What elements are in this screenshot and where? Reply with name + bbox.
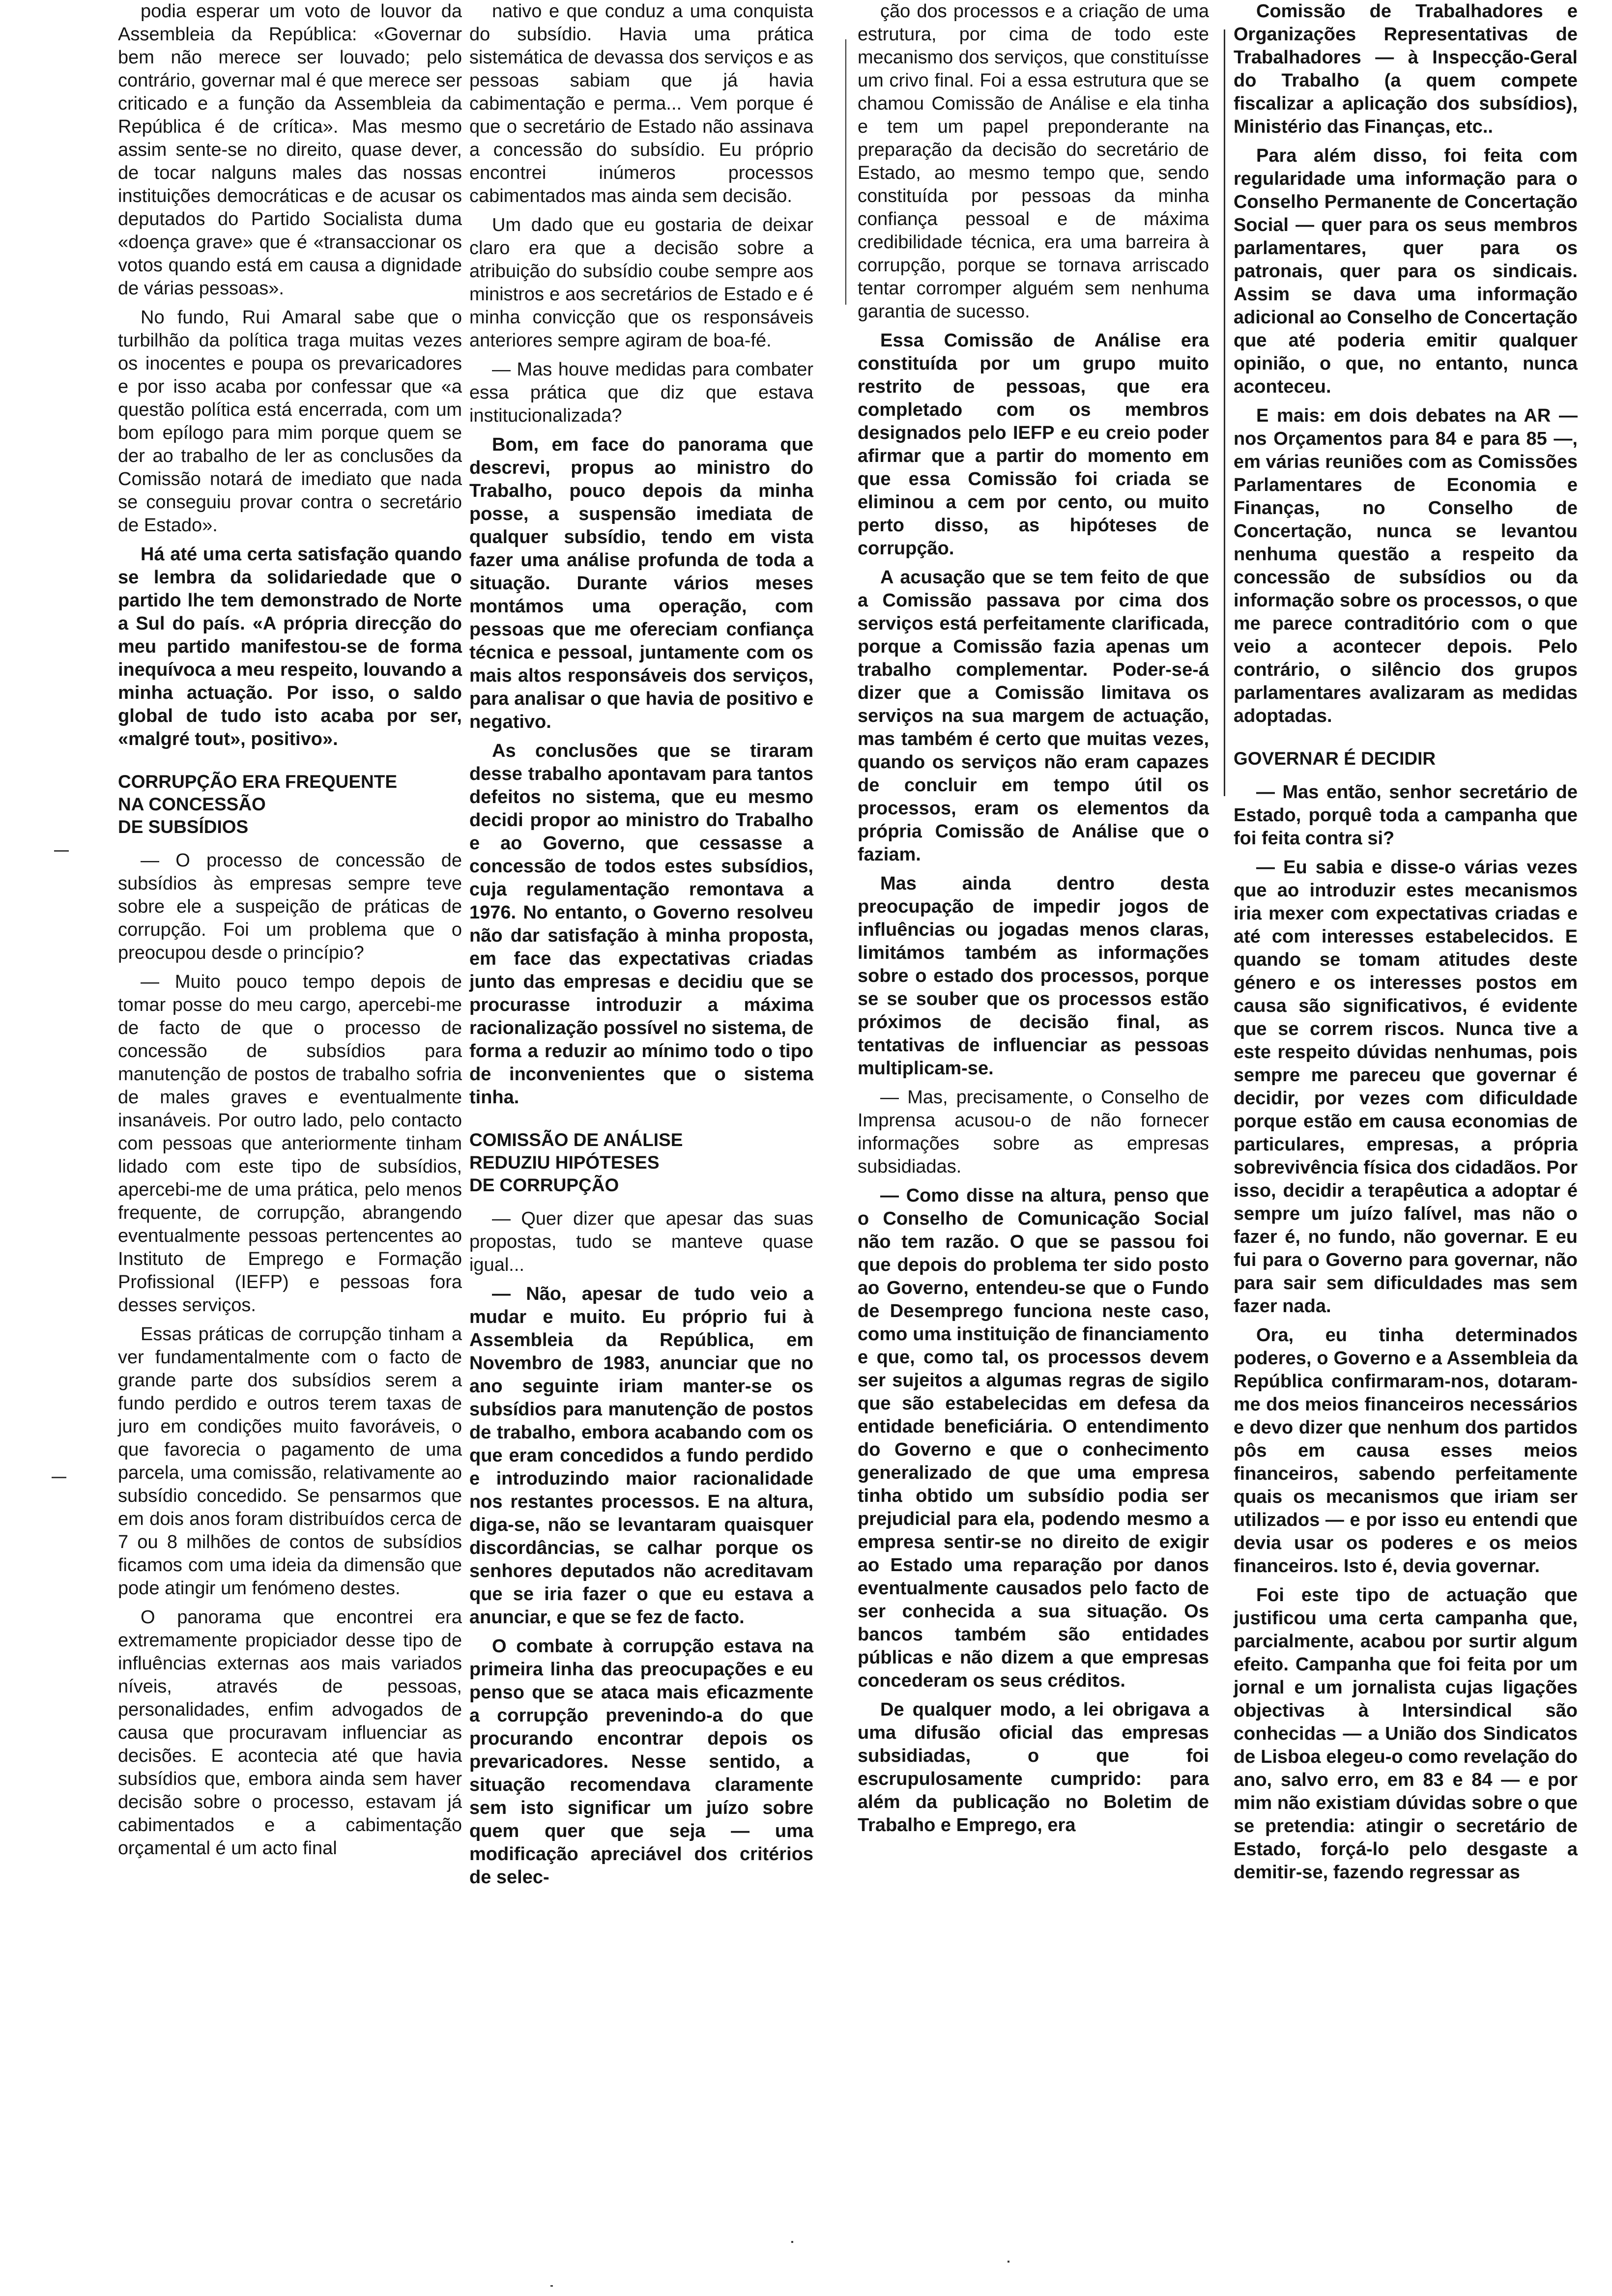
print-speck	[54, 850, 69, 852]
section-heading	[1234, 747, 1578, 770]
article-paragraph: ção dos processos e a criação de uma estrutura, por cima de todo este mecanismo dos serviços, que constituísse um crivo final. Foi a essa estrutura que se chamou Comissão de Análise e ela tinha e tem um papel preponderante na preparação da decisão do secretário de Estado, ao mesmo tempo que, sendo constituída por pessoas da minha confiança pessoal e de máxima credibilidade técnica, era uma barreira à corrupção, porque se tornava arriscado tentar corromper alguém sem nenhuma garantia de sucesso.	[858, 1, 1209, 322]
section-heading-line: NA CONCESSÃO	[118, 794, 266, 814]
print-speck	[52, 1477, 66, 1478]
article-paragraph: As conclusões que se tiraram desse trabalho apontavam para tantos defeitos no sistema, que eu mesmo decidi propor ao ministro do Trabalho e ao Governo, que cessasse a concessão de todos estes subsídios, cuja regulamentação remontava a 1976. No entanto, o Governo resolveu não dar satisfação à minha proposta, em face das expectativas criadas junto das empresas e decidiu que se procurasse introduzir a máxima racionalização possível no sistema, de forma a reduzir ao mínimo todo o tipo de inconvenientes que o sistema tinha.	[469, 741, 813, 1108]
article-paragraph: Mas ainda dentro desta preocupação de impedir jogos de influências ou jogadas menos claras, limitámos também as informações sobre o estado dos processos, porque se se souber que os processos estão próximos de decisão final, as tentativas de influenciar as pessoas multiplicam-se.	[858, 873, 1209, 1079]
article-paragraph: Há até uma certa satisfação quando se lembra da solidariedade que o partido lhe tem demonstrado de Norte a Sul do país. «A própria direcção do meu partido manifestou-se de forma inequívoca a meu respeito, louvando a minha actuação. Por isso, o saldo global de tudo isto acaba por ser, «malgré tout», positivo».	[118, 544, 462, 749]
section-heading-line: DE SUBSÍDIOS	[118, 817, 249, 837]
section-heading-line: GOVERNAR É DECIDIR	[1234, 748, 1436, 769]
article-paragraph: De qualquer modo, a lei obrigava a uma difusão oficial das empresas subsidiadas, o que foi escrupulosamente cumprido: para além da publicação no Boletim de Trabalho e Emprego, era	[858, 1699, 1209, 1836]
article-paragraph: Essas práticas de corrupção tinham a ver fundamentalmente com o facto de grande parte dos subsídios serem a fundo perdido e outros terem taxas de juro em condições muito favoráveis, o que favorecia o pagamento de uma parcela, uma comissão, relativamente ao subsídio concedido. Se pensarmos que em dois anos foram distribuídos cerca de 7 ou 8 milhões de contos de subsídios ficamos com uma ideia da dimensão que pode atingir um fenómeno destes.	[118, 1324, 462, 1599]
article-paragraph: — Muito pouco tempo depois de tomar posse do meu cargo, apercebi-me de facto de que o processo de concessão de subsídios para manutenção de postos de trabalho sofria de males graves e eventualmente insanáveis. Por outro lado, pelo contacto com pessoas que anteriormente tinham lidado com este tipo de subsídios, apercebi-me de uma prática, pelo menos frequente, de corrupção, abrangendo eventualmente pessoas pertencentes ao Instituto de Emprego e Formação Profissional (IEFP) e pessoas fora desses serviços.	[118, 972, 462, 1316]
article-paragraph: — Mas, precisamente, o Conselho de Imprensa acusou-o de não fornecer informações sobre as empresas subsidiadas.	[858, 1087, 1209, 1177]
print-speck	[550, 2285, 553, 2287]
article-column-4	[1234, 0, 1578, 1884]
section-heading-line: DE CORRUPÇÃO	[469, 1175, 619, 1195]
article-paragraph: — Eu sabia e disse-o várias vezes que ao introduzir estes mecanismos iria mexer com expectativas criadas e até com interesses estabelecidos. E quando se tomam atitudes deste género e os interesses postos em causa são significativos, é evidente que se correm riscos. Nunca tive a este respeito dúvidas nenhumas, pois sempre me pareceu que governar é decidir, por vezes com dificuldade porque estão em causa economias de particulares, empresas, a própria sobrevivência física dos cidadãos. Por isso, decidir a terapêutica a adoptar é sempre um juízo falível, mas não o fazer é, no fundo, não governar. E eu fui para o Governo para governar, não para sair sem dificuldades mas sem fazer nada.	[1234, 857, 1578, 1317]
article-column-1	[118, 0, 462, 1860]
column-divider	[845, 39, 846, 305]
article-column-3	[858, 0, 1209, 1837]
article-paragraph: nativo e que conduz a uma conquista do subsídio. Havia uma prática sistemática de devassa dos serviços e as pessoas sabiam que já havia cabimentação e perma... Vem porque é que o secretário de Estado não assinava a concessão do subsídio. Eu próprio encontrei inúmeros processos cabimentados mas ainda sem decisão.	[469, 1, 813, 206]
article-paragraph: Ora, eu tinha determinados poderes, o Governo e a Assembleia da República confirmaram-nos, dotaram-me dos meios financeiros necessários e devo dizer que nenhum dos partidos pôs em causa esses meios financeiros, sabendo perfeitamente quais os mecanismos que iriam ser utilizados — e por isso eu entendi que devia usar os poderes e os meios financeiros. Isto é, devia governar.	[1234, 1325, 1578, 1577]
article-paragraph: Um dado que eu gostaria de deixar claro era que a decisão sobre a atribuição do subsídio coube sempre aos ministros e aos secretários de Estado e é minha convicção que os responsáveis anteriores sempre agiram de boa-fé.	[469, 215, 813, 351]
article-paragraph: — Quer dizer que apesar das suas propostas, tudo se manteve quase igual...	[469, 1208, 813, 1275]
column-divider	[1224, 29, 1225, 796]
article-paragraph: Bom, em face do panorama que descrevi, propus ao ministro do Trabalho, pouco depois da minha posse, a suspensão imediata de qualquer subsídio, tendo em vista fazer uma análise profunda de toda a situação. Durante vários meses montámos uma operação, com pessoas que me ofereciam confiança técnica e pessoal, juntamente com os mais altos responsáveis dos serviços, para analisar o que havia de positivo e negativo.	[469, 434, 813, 732]
article-paragraph: Essa Comissão de Análise era constituída por um grupo muito restrito de pessoas, que era completado com os membros designados pelo IEFP e eu creio poder afirmar que a partir do momento em que essa Comissão foi criada se eliminou a cem por cento, ou muito perto disso, as hipóteses de corrupção.	[858, 330, 1209, 559]
print-speck	[791, 2241, 793, 2243]
article-paragraph: Comissão de Trabalhadores e Organizações Representativas de Trabalhadores — à Inspecção-Geral do Trabalho (a quem compete fiscalizar a aplicação dos subsídios), Ministério das Finanças, etc..	[1234, 1, 1578, 137]
article-paragraph: O panorama que encontrei era extremamente propiciador desse tipo de influências externas aos mais variados níveis, através de pessoas, personalidades, enfim advogados de causa que procuravam influenciar as decisões. E acontecia até que havia subsídios que, embora ainda sem haver decisão sobre o processo, estavam já cabimentados e a cabimentação orçamental é um acto final	[118, 1607, 462, 1859]
article-paragraph: — Como disse na altura, penso que o Conselho de Comunicação Social não tem razão. O que se passou foi que depois do problema ter sido posto ao Governo, entendeu-se que o Fundo de Desemprego funciona neste caso, como uma instituição de financiamento e que, como tal, os processos devem ser sujeitos a algumas regras de sigilo que são estabelecidas em defesa da entidade beneficiária. O entendimento do Governo e que o conhecimento generalizado de que uma empresa tinha obtido um subsídio podia ser prejudicial para ela, podendo mesmo a empresa sentir-se no direito de exigir ao Estado uma reparação por danos eventualmente causados pelo facto de ser conhecida a sua situação. Os bancos também são entidades públicas e não dizem a que empresas concederam os seus créditos.	[858, 1185, 1209, 1691]
article-paragraph: Foi este tipo de actuação que justificou uma certa campanha que, parcialmente, acabou por surtir algum efeito. Campanha que foi feita por um jornal e um jornalista cujas ligações objectivas à Intersindical são conhecidas — a União dos Sindicatos de Lisboa elegeu-o como revelação do ano, salvo erro, em 83 e 84 — e por mim não existiam dúvidas sobre o que se pretendia: atingir o secretário de Estado, forçá-lo pelo desgaste a demitir-se, fazendo regressar as	[1234, 1585, 1578, 1883]
article-paragraph: E mais: em dois debates na AR — nos Orçamentos para 84 e para 85 —, em várias reuniões com as Comissões Parlamentares de Economia e Finanças, no Conselho de Concertação, nunca se levantou nenhuma questão a respeito da concessão de subsídios ou da informação sobre os processos, o que me parece contraditório com o que veio a acontecer depois. Pelo contrário, o silêncio dos grupos parlamentares avalizaram as medidas adoptadas.	[1234, 405, 1578, 726]
article-column-2	[469, 0, 813, 1889]
article-paragraph: podia esperar um voto de louvor da Assembleia da República: «Governar bem não merece ser louvado; pelo contrário, governar mal é que merece ser criticado e a função da Assembleia da República é de crítica». Mas mesmo assim sente-se no direito, quase dever, de tocar nalguns males das nossas instituições democráticas e de acusar os deputados do Partido Socialista duma «doença grave» que é «transaccionar os votos quando está em causa a dignidade de várias pessoas».	[118, 1, 462, 299]
article-paragraph: O combate à corrupção estava na primeira linha das preocupações e eu penso que se ataca mais eficazmente a corrupção prevenindo-a do que procurando encontrar depois os prevaricadores. Nesse sentido, a situação recomendava claramente sem isto significar um juízo sobre quem quer que seja — uma modificação apreciável dos critérios de selec-	[469, 1636, 813, 1888]
section-heading	[469, 1129, 813, 1197]
article-paragraph: A acusação que se tem feito de que a Comissão passava por cima dos serviços está perfeitamente clarificada, porque a Comissão fazia apenas um trabalho complementar. Poder-se-á dizer que a Comissão limitava os serviços na sua margem de actuação, mas também é certo que muitas vezes, quando os serviços não eram capazes de concluir em tempo útil os processos, eram os elementos da própria Comissão de Análise que o faziam.	[858, 567, 1209, 865]
section-heading	[118, 771, 462, 838]
section-heading-line: CORRUPÇÃO ERA FREQUENTE	[118, 772, 398, 792]
section-heading-line: REDUZIU HIPÓTESES	[469, 1152, 660, 1173]
article-paragraph: — Não, apesar de tudo veio a mudar e muito. Eu próprio fui à Assembleia da República, em Novembro de 1983, anunciar que no ano seguinte iriam manter-se os subsídios para manutenção de postos de trabalho, embora acabando com os que eram concedidos a fundo perdido e introduzindo maior racionalidade nos restantes processos. E na altura, diga-se, não se levantaram quaisquer discordâncias, se calhar porque os senhores deputados não acreditavam que se iria fazer o que eu estava a anunciar, e que se fez de facto.	[469, 1284, 813, 1628]
article-paragraph: No fundo, Rui Amaral sabe que o turbilhão da política traga muitas vezes os inocentes e poupa os prevaricadores e por isso acaba por confessar que «a questão política está encerrada, com um bom epílogo para mim porque quem se der ao trabalho de ler as conclusões da Comissão notará de imediato que nada se conseguiu provar contra o secretário de Estado».	[118, 307, 462, 536]
article-paragraph: — Mas houve medidas para combater essa prática que diz que estava institucionalizada?	[469, 359, 813, 426]
article-paragraph: — O processo de concessão de subsídios às empresas sempre teve sobre ele a suspeição de práticas de corrupção. Foi um problema que o preocupou desde o princípio?	[118, 850, 462, 963]
article-paragraph: — Mas então, senhor secretário de Estado, porquê toda a campanha que foi feita contra si?	[1234, 782, 1578, 849]
print-speck	[1008, 2261, 1009, 2263]
article-paragraph: Para além disso, foi feita com regularidade uma informação para o Conselho Permanente de Concertação Social — quer para os seus membros parlamentares, quer para os patronais, quer para os sindicais. Assim se dava uma informação adicional ao Conselho de Concertação que até poderia emitir qualquer opinião, o que, no entanto, nunca aconteceu.	[1234, 145, 1578, 397]
section-heading-line: COMISSÃO DE ANÁLISE	[469, 1130, 683, 1150]
